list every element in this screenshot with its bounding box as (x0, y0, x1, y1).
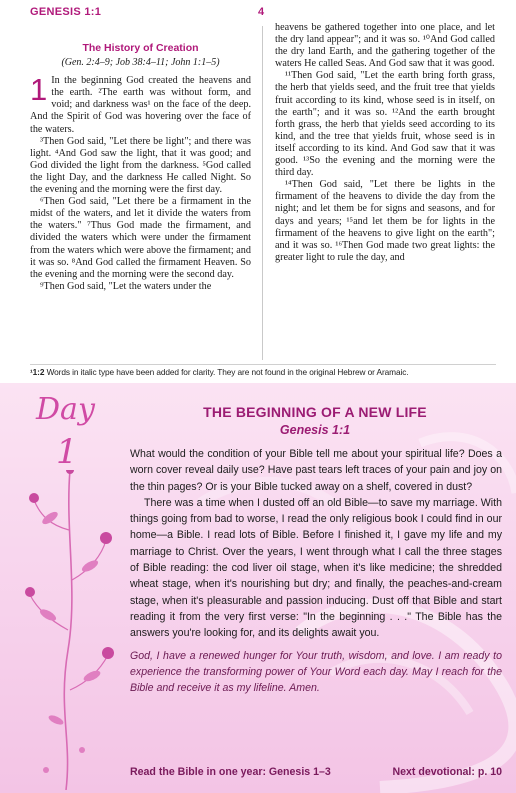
scripture-right-column (275, 22, 495, 264)
verse-paragraph: heavens be gathered together into one place, and let the dry land appear"; and it was so. ¹⁰And God called the dry land Earth, and the gathering together of the waters He called Seas. And God saw that it was good. (275, 22, 495, 70)
footnote-text: Words in italic type have been added for clarity. They are not found in the original Hebrew or Aramaic. (46, 367, 409, 377)
devotional-prayer: God, I have a renewed hunger for Your truth, wisdom, and love. I am ready to experience the transforming power of Your Word each day. May I reach for the Bible and receive it as my lifeline. Amen. (130, 649, 502, 695)
devotional-title: THE BEGINNING OF A NEW LIFE (203, 404, 427, 420)
day-number: 1 (56, 432, 78, 472)
devotional-reference: Genesis 1:1 (279, 423, 351, 437)
verse-paragraph: ⁶Then God said, "Let there be a firmament in the midst of the waters, and let it divide the waters from the waters." ⁷Thus God made the firmament, and divided the waters which were under the firmament from the waters which were above the firmament; and it was so. ⁸And God called the firmament Heaven. So the evening and the morning were the second day. (30, 196, 251, 280)
verse-paragraph: ⁹Then God said, "Let the waters under the (40, 280, 212, 292)
column-divider (262, 26, 263, 360)
reading-plan: Read the Bible in one year: Genesis 1–3 (130, 766, 331, 778)
footnote (30, 367, 500, 377)
scripture-left-column (30, 22, 251, 293)
verse-paragraph: ³Then God said, "Let there be light"; and there was light. ⁴And God saw the light, that it was good; and God divided the light from the darkness. ⁵God called the light Day, and the darkness He called Night. So the evening and the morning were the first day. (30, 135, 251, 196)
next-devotional-link: Next devotional: p. 10 (392, 766, 502, 778)
cross-references: (Gen. 2:4–9; Job 38:4–11; John 1:1–5) (61, 57, 220, 69)
page-number: 4 (258, 6, 265, 18)
footnote-reference: ¹1:2 (30, 367, 45, 377)
devotional-body (130, 446, 502, 696)
running-head: GENESIS 1:1 (30, 6, 102, 18)
footnote-divider (30, 364, 496, 365)
verse-paragraph: ¹⁴Then God said, "Let there be lights in the firmament of the heavens to divide the day from the night; and let them be for signs and seasons, and for days and years; ¹⁵and let them be for lights in the firmament of the heavens to give light on the earth"; and it was so. ¹⁶Then God made two great lights: the greater light to rule the day, and (275, 179, 495, 263)
section-heading: The History of Creation (82, 42, 199, 54)
verse-paragraph: In the beginning God created the heavens and the earth. ²The earth was without form, and void; and darkness was¹ on the face of the deep. And the Spirit of God was hovering over the face of the waters. (30, 75, 251, 135)
devotional-paragraph: There was a time when I dusted off an old Bible—to save my marriage. With things going from bad to worse, I read the only religious book I could find in our home—a Bible. I read lots of Bible. Before I finished it, I gave my life and my marriage to Christ. Over the years, I went through what I call the three stages of Bible reading: the cod liver oil stage, when it's like medicine; the shredded wheat stage, when it's nourishing but dry; and finally, the peaches-and-cream stage, when it's pleasurable and passion inducing. Dust off that Bible and start reading it from the very first verse: "In the beginning . . ." The Bible has the answers you're looking for, and its delights await you. (130, 496, 502, 640)
devotional-paragraph: What would the condition of your Bible tell me about your spiritual life? Does a worn cover reveal daily use? Have past tears left traces of your pain and joy on the thin pages? Or is your Bible tucked away on a shelf, covered in dust? (130, 448, 502, 493)
chapter-dropcap: 1 (30, 72, 48, 108)
verse-paragraph: ¹¹Then God said, "Let the earth bring forth grass, the herb that yields seed, and the fruit tree that yields fruit according to its kind, whose seed is in itself, on the earth"; and it was so. ¹²And the earth brought forth grass, the herb that yields seed according to its kind, and the tree that yields fruit, whose seed is in itself according to its kind. And God saw that it was good. ¹³So the evening and the morning were the third day. (275, 70, 495, 179)
flower-vine-illustration (20, 470, 120, 790)
day-label: Day (36, 392, 95, 427)
